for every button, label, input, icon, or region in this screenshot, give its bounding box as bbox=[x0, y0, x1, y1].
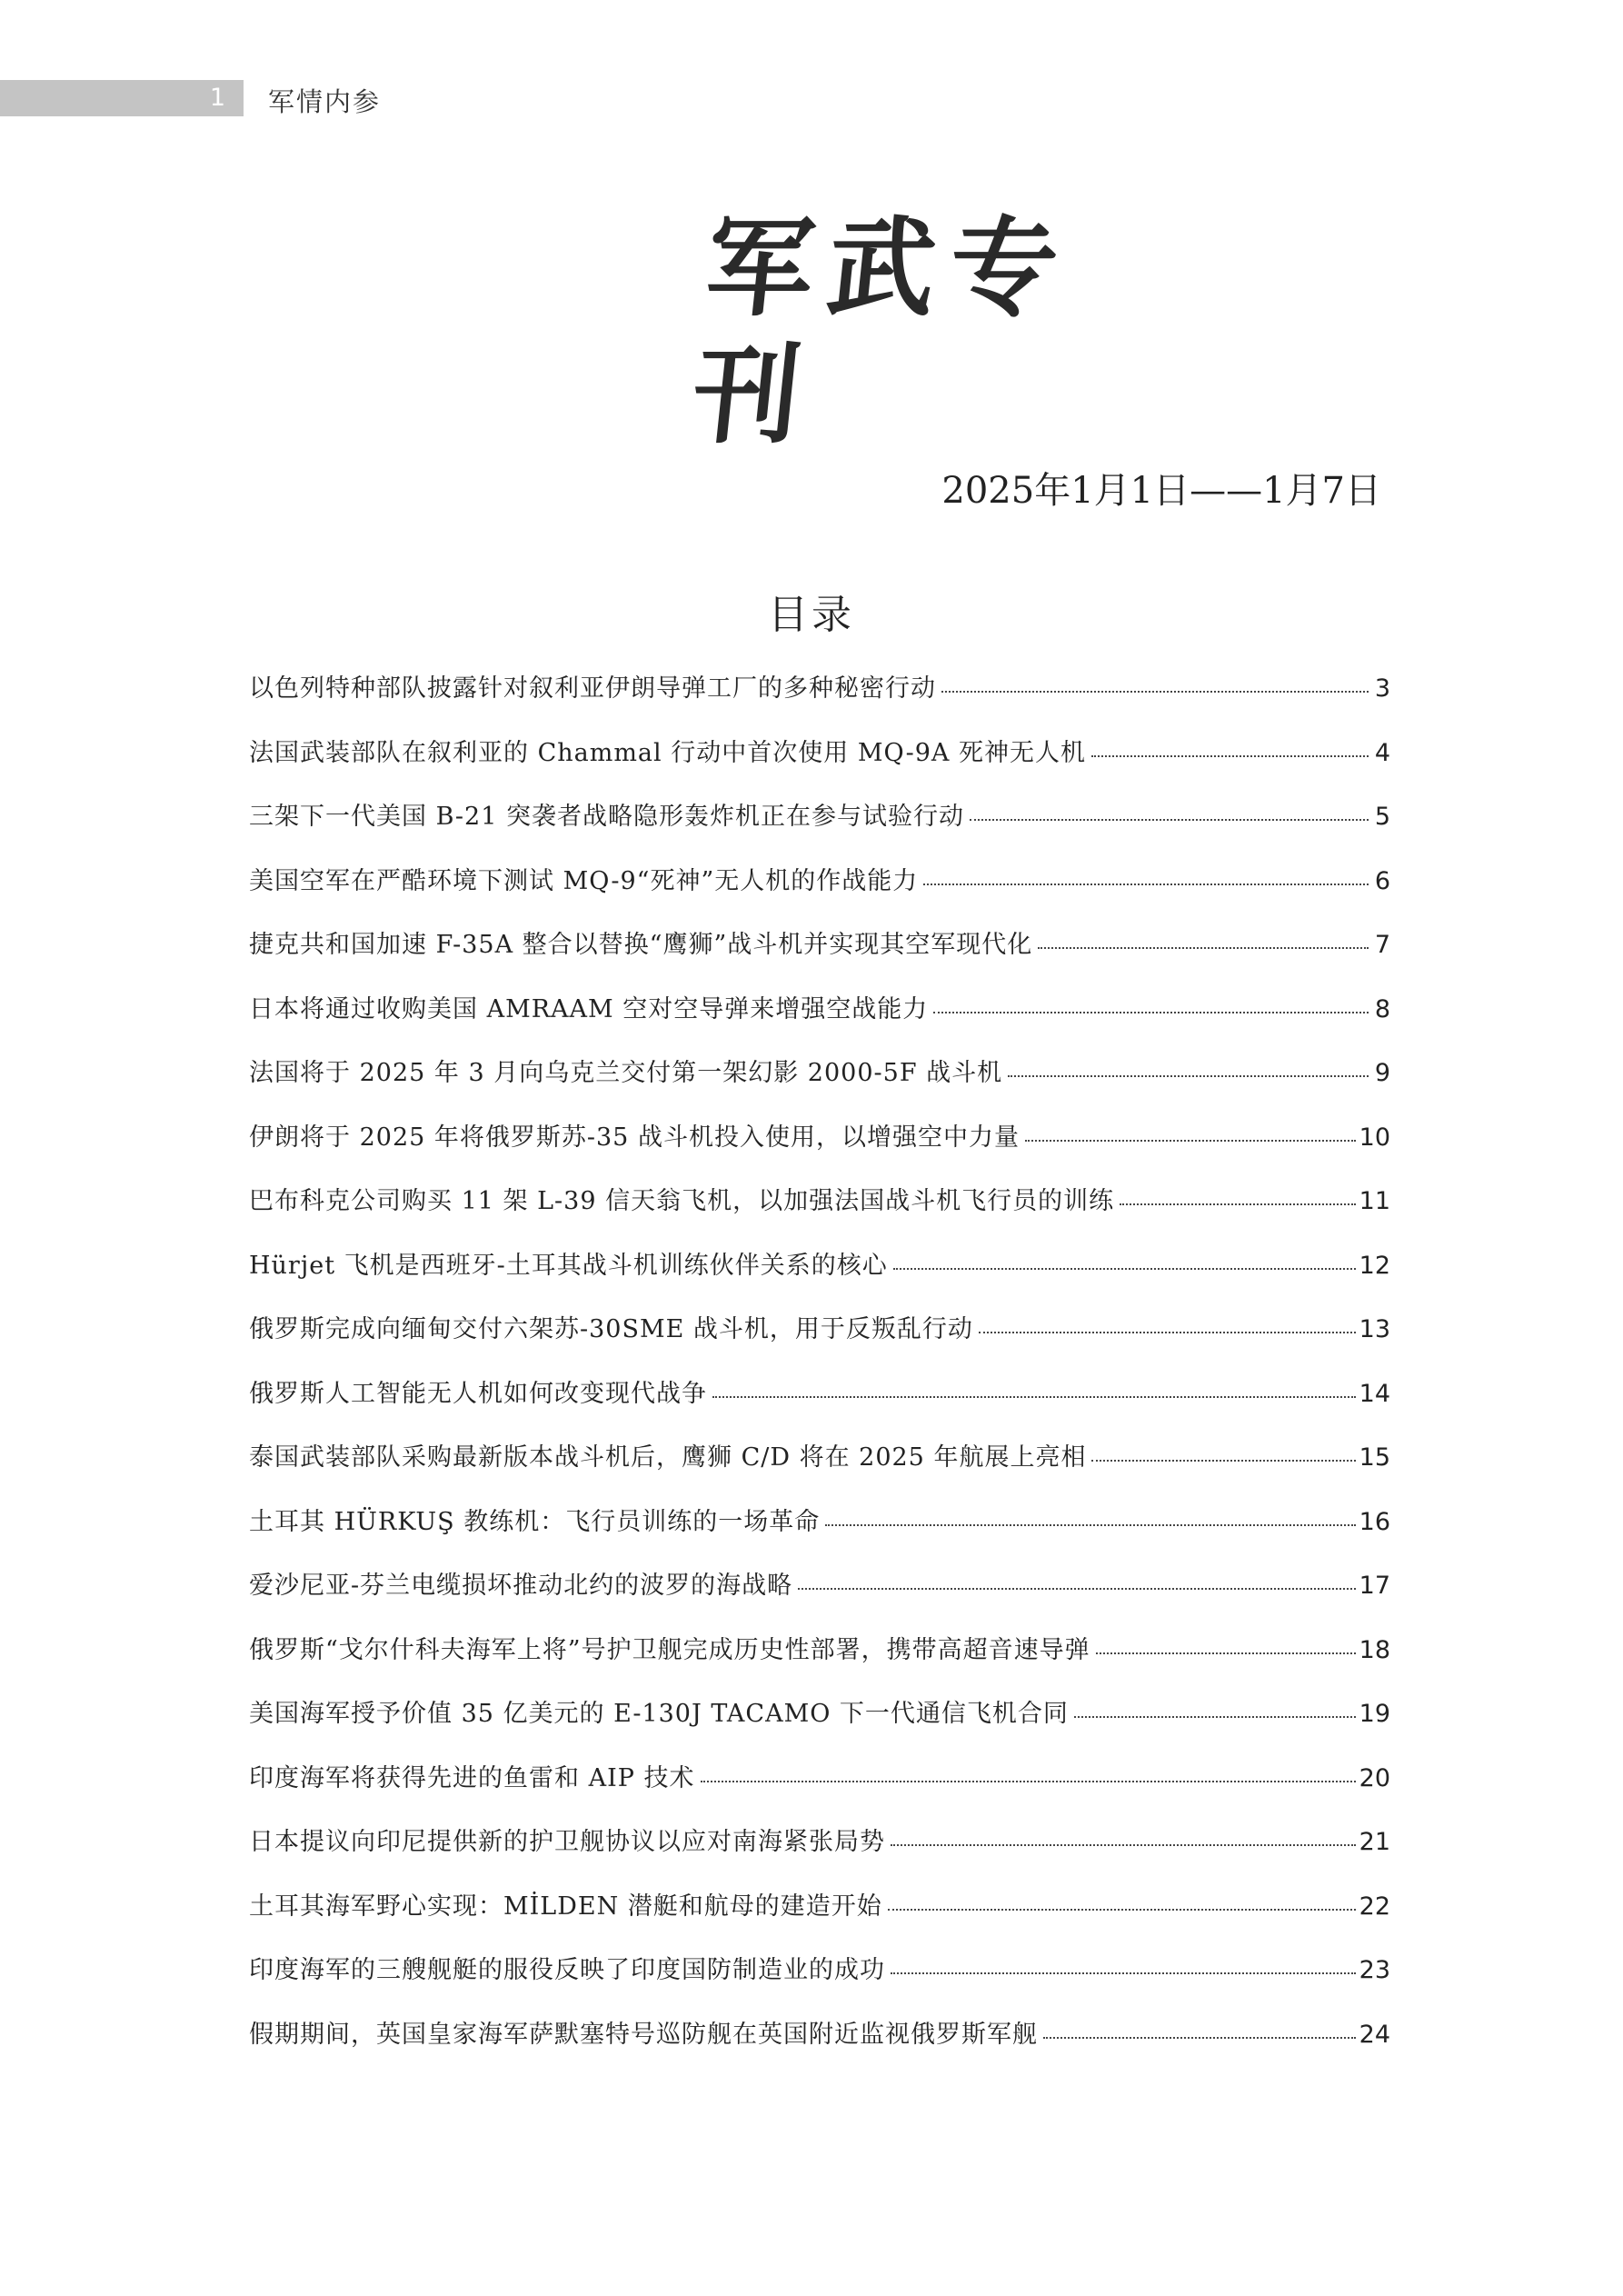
toc-entry-page-number: 11 bbox=[1359, 1187, 1390, 1215]
toc-dot-leader bbox=[712, 1396, 1356, 1398]
header-title: 军情内参 bbox=[268, 86, 382, 117]
toc-dot-leader bbox=[1120, 1203, 1356, 1205]
toc-entry-page-number: 19 bbox=[1359, 1700, 1390, 1728]
toc-entry-title: 爱沙尼亚-芬兰电缆损坏推动北约的波罗的海战略 bbox=[249, 1572, 793, 1600]
toc-dot-leader bbox=[1043, 2037, 1356, 2039]
toc-dot-leader bbox=[891, 1844, 1356, 1846]
toc-entry-page-number: 12 bbox=[1359, 1251, 1390, 1280]
toc-entry-page-number: 6 bbox=[1374, 866, 1390, 895]
toc-entry-title: 印度海军将获得先进的鱼雷和 AIP 技术 bbox=[249, 1763, 695, 1792]
toc-entry[interactable] bbox=[249, 796, 1390, 861]
toc-entry[interactable] bbox=[249, 1693, 1390, 1758]
toc-entry-title: 俄罗斯完成向缅甸交付六架苏-30SME 战斗机，用于反叛乱行动 bbox=[249, 1315, 973, 1343]
toc-entry-page-number: 3 bbox=[1374, 674, 1390, 703]
toc-entry[interactable] bbox=[249, 989, 1390, 1053]
toc-entry[interactable] bbox=[249, 861, 1390, 925]
toc-entry-page-number: 17 bbox=[1359, 1572, 1390, 1600]
toc-dot-leader bbox=[825, 1524, 1355, 1526]
toc-entry-page-number: 8 bbox=[1374, 994, 1390, 1023]
toc-entry-page-number: 20 bbox=[1359, 1763, 1390, 1792]
toc-entry[interactable] bbox=[249, 2014, 1390, 2079]
toc-entry-page-number: 4 bbox=[1374, 738, 1390, 767]
toc-entry-title: 美国空军在严酷环境下测试 MQ-9“死神”无人机的作战能力 bbox=[249, 866, 919, 895]
toc-entry-page-number: 10 bbox=[1359, 1123, 1390, 1152]
toc-entry-title: 俄罗斯人工智能无人机如何改变现代战争 bbox=[249, 1379, 707, 1408]
toc-entry-title: 土耳其 HÜRKUŞ 教练机：飞行员训练的一场革命 bbox=[249, 1507, 821, 1536]
toc-entry-page-number: 14 bbox=[1359, 1379, 1390, 1408]
table-of-contents bbox=[249, 668, 1390, 2078]
toc-entry-title: 三架下一代美国 B-21 突袭者战略隐形轰炸机正在参与试验行动 bbox=[249, 803, 964, 831]
toc-entry-page-number: 24 bbox=[1359, 2020, 1390, 2049]
toc-entry-title: 法国将于 2025 年 3 月向乌克兰交付第一架幻影 2000-5F 战斗机 bbox=[249, 1059, 1003, 1087]
toc-dot-leader bbox=[1025, 1140, 1356, 1142]
toc-entry-page-number: 18 bbox=[1359, 1635, 1390, 1664]
toc-entry-title: 日本将通过收购美国 AMRAAM 空对空导弹来增强空战能力 bbox=[249, 994, 929, 1023]
toc-entry[interactable] bbox=[249, 1053, 1390, 1117]
toc-dot-leader bbox=[798, 1588, 1356, 1590]
toc-entry[interactable] bbox=[249, 1181, 1390, 1245]
toc-entry[interactable] bbox=[249, 1309, 1390, 1373]
toc-entry-title: 伊朗将于 2025 年将俄罗斯苏-35 战斗机投入使用，以增强空中力量 bbox=[249, 1123, 1020, 1152]
toc-dot-leader bbox=[1074, 1716, 1356, 1718]
toc-entry-title: 俄罗斯“戈尔什科夫海军上将”号护卫舰完成历史性部署，携带高超音速导弹 bbox=[249, 1635, 1090, 1664]
toc-entry-page-number: 13 bbox=[1359, 1315, 1390, 1343]
toc-entry-title: 印度海军的三艘舰艇的服役反映了印度国防制造业的成功 bbox=[249, 1956, 885, 1984]
toc-entry[interactable] bbox=[249, 1437, 1390, 1502]
toc-dot-leader bbox=[893, 1268, 1356, 1270]
toc-entry-page-number: 7 bbox=[1374, 931, 1390, 959]
toc-entry[interactable] bbox=[249, 1886, 1390, 1951]
page-header bbox=[0, 80, 545, 116]
toc-entry-title: 捷克共和国加速 F-35A 整合以替换“鹰狮”战斗机并实现其空军现代化 bbox=[249, 931, 1033, 959]
page-number-bar bbox=[0, 80, 244, 116]
toc-dot-leader bbox=[970, 819, 1369, 821]
toc-entry-title: 法国武装部队在叙利亚的 Chammal 行动中首次使用 MQ-9A 死神无人机 bbox=[249, 738, 1086, 767]
toc-entry-title: 土耳其海军野心实现：MİLDEN 潜艇和航母的建造开始 bbox=[249, 1892, 882, 1921]
toc-entry-page-number: 22 bbox=[1359, 1892, 1390, 1921]
toc-entry-title: 美国海军授予价值 35 亿美元的 E-130J TACAMO 下一代通信飞机合同 bbox=[249, 1700, 1069, 1728]
toc-entry-page-number: 23 bbox=[1359, 1956, 1390, 1984]
toc-entry-title: 泰国武装部队采购最新版本战斗机后，鹰狮 C/D 将在 2025 年航展上亮相 bbox=[249, 1443, 1087, 1472]
toc-entry[interactable] bbox=[249, 733, 1390, 797]
toc-entry-title: Hürjet 飞机是西班牙-土耳其战斗机训练伙伴关系的核心 bbox=[249, 1251, 888, 1280]
toc-entry[interactable] bbox=[249, 668, 1390, 733]
toc-entry-page-number: 21 bbox=[1359, 1828, 1390, 1856]
toc-dot-leader bbox=[941, 691, 1369, 693]
toc-entry-title: 假期期间，英国皇家海军萨默塞特号巡防舰在英国附近监视俄罗斯军舰 bbox=[249, 2020, 1038, 2049]
toc-entry-page-number: 9 bbox=[1374, 1059, 1390, 1087]
toc-dot-leader bbox=[1091, 1460, 1355, 1462]
toc-entry-page-number: 16 bbox=[1359, 1507, 1390, 1536]
toc-entry[interactable] bbox=[249, 924, 1390, 989]
toc-dot-leader bbox=[979, 1332, 1356, 1333]
toc-entry[interactable] bbox=[249, 1245, 1390, 1310]
brand-title: 军武专刊 bbox=[686, 205, 1079, 458]
toc-dot-leader bbox=[1038, 947, 1369, 949]
toc-entry[interactable] bbox=[249, 1630, 1390, 1694]
toc-dot-leader bbox=[891, 1972, 1356, 1974]
toc-entry[interactable] bbox=[249, 1117, 1390, 1182]
toc-entry-title: 以色列特种部队披露针对叙利亚伊朗导弹工厂的多种秘密行动 bbox=[249, 674, 936, 703]
toc-entry-page-number: 5 bbox=[1374, 803, 1390, 831]
toc-dot-leader bbox=[923, 883, 1369, 885]
toc-dot-leader bbox=[1096, 1652, 1356, 1654]
toc-entry-page-number: 15 bbox=[1359, 1443, 1390, 1472]
toc-entry[interactable] bbox=[249, 1373, 1390, 1438]
toc-dot-leader bbox=[701, 1781, 1356, 1782]
toc-entry-title: 巴布科克公司购买 11 架 L-39 信天翁飞机，以加强法国战斗机飞行员的训练 bbox=[249, 1187, 1115, 1215]
toc-dot-leader bbox=[933, 1012, 1369, 1013]
toc-dot-leader bbox=[888, 1909, 1356, 1911]
toc-entry[interactable] bbox=[249, 1502, 1390, 1566]
date-range: 2025年1月1日——1月7日 bbox=[941, 470, 1381, 512]
toc-entry[interactable] bbox=[249, 1758, 1390, 1822]
toc-dot-leader bbox=[1091, 755, 1369, 757]
toc-heading: 目录 bbox=[768, 592, 855, 638]
toc-entry-title: 日本提议向印尼提供新的护卫舰协议以应对南海紧张局势 bbox=[249, 1828, 885, 1856]
toc-entry[interactable] bbox=[249, 1565, 1390, 1630]
page-number: 1 bbox=[209, 84, 225, 112]
toc-entry[interactable] bbox=[249, 1950, 1390, 2014]
toc-entry[interactable] bbox=[249, 1822, 1390, 1886]
toc-dot-leader bbox=[1008, 1075, 1369, 1077]
